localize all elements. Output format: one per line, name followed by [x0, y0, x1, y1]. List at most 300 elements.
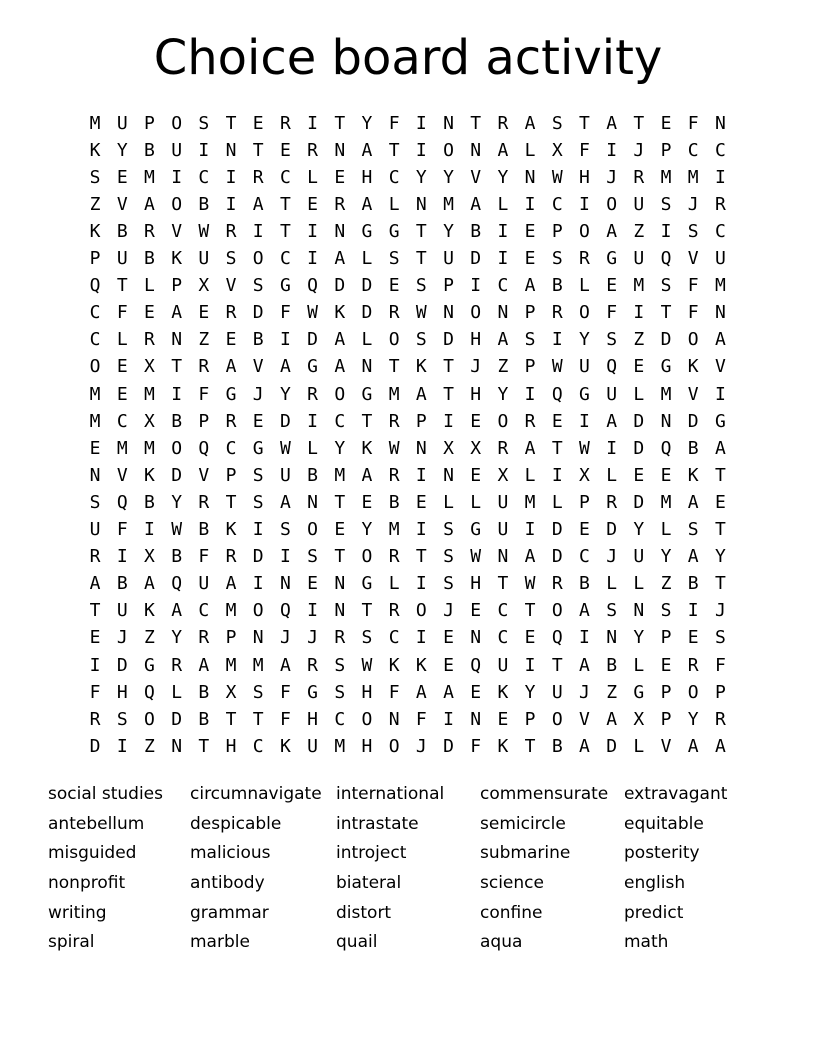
- grid-letter: T: [279, 193, 291, 215]
- grid-letter: L: [497, 193, 509, 215]
- grid-letter: R: [198, 491, 210, 513]
- grid-letter: R: [334, 627, 346, 649]
- grid-letter: E: [579, 519, 590, 541]
- grid-letter: Z: [633, 329, 645, 351]
- grid-letter: G: [470, 519, 482, 541]
- grid-letter: E: [660, 654, 672, 676]
- grid-letter: J: [116, 627, 128, 649]
- grid-letter: P: [225, 464, 237, 486]
- grid-letter: T: [415, 546, 427, 568]
- grid-letter: A: [714, 437, 726, 459]
- grid-letter: M: [144, 166, 155, 188]
- grid-letter: E: [524, 248, 536, 270]
- grid-letter: D: [551, 546, 563, 568]
- grid-letter: I: [497, 221, 509, 243]
- grid-letter: Z: [606, 681, 618, 703]
- grid-letter: R: [714, 708, 726, 730]
- grid-row: [82, 137, 735, 164]
- grid-letter: T: [388, 356, 400, 378]
- grid-letter: E: [144, 302, 155, 324]
- grid-letter: G: [307, 681, 319, 703]
- grid-letter: H: [307, 708, 319, 730]
- grid-letter: Y: [334, 437, 346, 459]
- grid-letter: L: [144, 275, 155, 297]
- word-list-column: [48, 780, 190, 958]
- grid-letter: T: [714, 464, 726, 486]
- grid-letter: B: [144, 248, 155, 270]
- grid-letter: X: [551, 139, 563, 161]
- grid-letter: G: [633, 681, 645, 703]
- grid-letter: K: [497, 681, 509, 703]
- grid-letter: U: [714, 248, 726, 270]
- grid-row: [82, 435, 735, 462]
- grid-letter: K: [89, 139, 101, 161]
- grid-letter: E: [307, 573, 319, 595]
- grid-letter: R: [171, 654, 183, 676]
- grid-letter: E: [714, 491, 726, 513]
- grid-letter: C: [579, 546, 590, 568]
- grid-letter: A: [714, 735, 726, 757]
- grid-letter: N: [714, 112, 726, 134]
- grid-letter: T: [225, 708, 237, 730]
- grid-letter: B: [198, 519, 210, 541]
- grid-letter: I: [524, 193, 536, 215]
- grid-letter: T: [524, 735, 536, 757]
- grid-row: [82, 191, 735, 218]
- word-list-item: science: [480, 872, 544, 893]
- grid-letter: T: [551, 654, 563, 676]
- grid-letter: O: [361, 546, 373, 568]
- grid-letter: P: [198, 410, 210, 432]
- grid-letter: M: [660, 166, 672, 188]
- grid-letter: X: [144, 356, 155, 378]
- grid-letter: P: [524, 708, 536, 730]
- grid-letter: T: [252, 708, 264, 730]
- grid-letter: I: [660, 221, 672, 243]
- word-list-item: intrastate: [336, 813, 419, 834]
- grid-letter: S: [279, 519, 291, 541]
- grid-letter: T: [225, 112, 237, 134]
- grid-letter: I: [579, 410, 590, 432]
- grid-letter: I: [307, 112, 319, 134]
- grid-letter: U: [307, 735, 319, 757]
- grid-letter: A: [171, 302, 183, 324]
- grid-letter: E: [361, 491, 373, 513]
- grid-letter: E: [470, 600, 482, 622]
- grid-letter: F: [279, 302, 291, 324]
- grid-letter: T: [524, 600, 536, 622]
- grid-letter: T: [443, 383, 454, 405]
- grid-letter: W: [388, 437, 400, 459]
- grid-letter: Y: [714, 546, 726, 568]
- grid-letter: M: [388, 519, 400, 541]
- grid-letter: M: [714, 275, 726, 297]
- grid-letter: L: [606, 464, 618, 486]
- grid-letter: W: [307, 302, 319, 324]
- grid-letter: M: [252, 654, 264, 676]
- grid-letter: L: [443, 491, 454, 513]
- grid-letter: W: [415, 302, 427, 324]
- grid-letter: A: [524, 275, 536, 297]
- grid-letter: W: [470, 546, 482, 568]
- grid-letter: G: [361, 383, 373, 405]
- grid-letter: I: [279, 329, 291, 351]
- grid-letter: L: [633, 735, 645, 757]
- grid-letter: U: [633, 193, 645, 215]
- grid-letter: D: [252, 546, 264, 568]
- grid-letter: F: [470, 735, 482, 757]
- grid-letter: X: [579, 464, 590, 486]
- grid-letter: S: [198, 112, 210, 134]
- word-list-item: circumnavigate: [190, 783, 322, 804]
- word-list-item: extravagant: [624, 783, 728, 804]
- grid-letter: V: [116, 464, 128, 486]
- grid-letter: M: [633, 275, 645, 297]
- grid-letter: I: [606, 139, 618, 161]
- grid-letter: M: [89, 383, 101, 405]
- grid-letter: T: [497, 573, 509, 595]
- grid-letter: I: [524, 519, 536, 541]
- grid-letter: L: [660, 519, 672, 541]
- grid-letter: I: [144, 519, 155, 541]
- grid-letter: C: [116, 410, 128, 432]
- grid-letter: Q: [470, 654, 482, 676]
- grid-letter: O: [551, 600, 563, 622]
- grid-letter: V: [225, 275, 237, 297]
- grid-letter: B: [198, 708, 210, 730]
- grid-letter: K: [497, 735, 509, 757]
- grid-letter: S: [443, 519, 454, 541]
- grid-letter: A: [415, 383, 427, 405]
- grid-letter: A: [334, 329, 346, 351]
- grid-letter: N: [415, 193, 427, 215]
- grid-letter: S: [388, 248, 400, 270]
- grid-letter: Q: [606, 356, 618, 378]
- grid-letter: F: [687, 275, 699, 297]
- grid-letter: B: [551, 275, 563, 297]
- grid-letter: N: [606, 627, 618, 649]
- grid-letter: C: [714, 139, 726, 161]
- grid-letter: R: [89, 708, 101, 730]
- word-list-item: confine: [480, 902, 543, 923]
- grid-letter: R: [606, 491, 618, 513]
- grid-letter: V: [579, 708, 590, 730]
- grid-letter: J: [307, 627, 319, 649]
- grid-row: [82, 733, 735, 760]
- grid-letter: M: [144, 437, 155, 459]
- grid-letter: R: [225, 546, 237, 568]
- grid-letter: Y: [579, 329, 590, 351]
- grid-letter: G: [252, 437, 264, 459]
- grid-letter: Y: [497, 166, 509, 188]
- grid-letter: E: [524, 221, 536, 243]
- grid-letter: D: [252, 302, 264, 324]
- grid-letter: S: [415, 275, 427, 297]
- grid-letter: J: [687, 193, 699, 215]
- grid-letter: Z: [633, 221, 645, 243]
- grid-letter: B: [171, 410, 183, 432]
- grid-letter: I: [606, 437, 618, 459]
- grid-letter: U: [633, 248, 645, 270]
- grid-letter: B: [116, 221, 128, 243]
- grid-letter: D: [171, 708, 183, 730]
- grid-letter: A: [524, 546, 536, 568]
- grid-letter: Z: [89, 193, 101, 215]
- grid-letter: T: [470, 112, 482, 134]
- grid-letter: U: [497, 519, 509, 541]
- grid-row: [82, 597, 735, 624]
- grid-letter: I: [279, 546, 291, 568]
- grid-letter: E: [606, 275, 618, 297]
- grid-letter: Z: [660, 573, 672, 595]
- grid-letter: M: [443, 193, 454, 215]
- grid-letter: L: [633, 573, 645, 595]
- grid-letter: C: [687, 139, 699, 161]
- grid-letter: M: [89, 410, 101, 432]
- grid-letter: E: [443, 627, 454, 649]
- grid-letter: I: [714, 166, 726, 188]
- grid-letter: E: [307, 193, 319, 215]
- grid-letter: B: [307, 464, 319, 486]
- grid-letter: O: [334, 383, 346, 405]
- grid-letter: C: [279, 248, 291, 270]
- grid-letter: V: [660, 735, 672, 757]
- grid-letter: Y: [361, 112, 373, 134]
- word-list-item: spiral: [48, 932, 95, 953]
- grid-letter: K: [144, 464, 155, 486]
- grid-letter: U: [116, 600, 128, 622]
- grid-letter: I: [579, 627, 590, 649]
- grid-letter: A: [524, 437, 536, 459]
- grid-letter: M: [660, 383, 672, 405]
- grid-letter: M: [388, 383, 400, 405]
- grid-letter: O: [388, 329, 400, 351]
- grid-row: [82, 679, 735, 706]
- grid-letter: N: [443, 464, 454, 486]
- grid-letter: F: [714, 654, 726, 676]
- grid-letter: J: [470, 356, 482, 378]
- grid-letter: N: [443, 112, 454, 134]
- grid-letter: R: [388, 302, 400, 324]
- grid-letter: U: [116, 248, 128, 270]
- grid-letter: T: [714, 573, 726, 595]
- grid-letter: R: [524, 410, 536, 432]
- grid-letter: I: [470, 275, 482, 297]
- grid-letter: S: [687, 221, 699, 243]
- grid-letter: K: [361, 437, 373, 459]
- grid-letter: R: [307, 654, 319, 676]
- grid-letter: K: [334, 302, 346, 324]
- grid-letter: A: [579, 735, 590, 757]
- grid-letter: H: [470, 383, 482, 405]
- grid-letter: F: [198, 546, 210, 568]
- grid-letter: C: [497, 275, 509, 297]
- word-list-item: equitable: [624, 813, 704, 834]
- grid-letter: M: [687, 166, 699, 188]
- grid-letter: R: [334, 193, 346, 215]
- grid-letter: E: [660, 464, 672, 486]
- grid-letter: D: [307, 329, 319, 351]
- grid-letter: I: [551, 329, 563, 351]
- grid-letter: U: [443, 248, 454, 270]
- grid-letter: C: [334, 708, 346, 730]
- grid-letter: T: [171, 356, 183, 378]
- grid-letter: N: [334, 221, 346, 243]
- grid-letter: A: [579, 600, 590, 622]
- grid-letter: T: [279, 221, 291, 243]
- grid-letter: E: [687, 627, 699, 649]
- grid-letter: F: [279, 681, 291, 703]
- grid-letter: A: [252, 193, 264, 215]
- grid-letter: J: [606, 166, 618, 188]
- grid-letter: S: [225, 248, 237, 270]
- grid-letter: Y: [660, 546, 672, 568]
- grid-letter: I: [497, 248, 509, 270]
- grid-letter: N: [524, 166, 536, 188]
- grid-letter: Z: [144, 735, 155, 757]
- grid-letter: C: [225, 437, 237, 459]
- grid-letter: I: [714, 383, 726, 405]
- grid-letter: R: [388, 600, 400, 622]
- grid-letter: H: [361, 735, 373, 757]
- grid-letter: K: [388, 654, 400, 676]
- grid-letter: E: [470, 410, 482, 432]
- grid-letter: Y: [443, 221, 454, 243]
- grid-letter: I: [307, 248, 319, 270]
- grid-letter: I: [307, 600, 319, 622]
- grid-letter: X: [225, 681, 237, 703]
- grid-letter: B: [606, 654, 618, 676]
- grid-letter: F: [579, 139, 590, 161]
- grid-letter: H: [579, 166, 590, 188]
- grid-letter: E: [388, 275, 400, 297]
- word-list: [48, 780, 816, 958]
- grid-letter: H: [361, 681, 373, 703]
- grid-letter: S: [116, 708, 128, 730]
- grid-letter: D: [687, 410, 699, 432]
- word-list-column: [336, 780, 480, 958]
- grid-letter: D: [606, 519, 618, 541]
- grid-letter: A: [606, 112, 618, 134]
- grid-letter: L: [633, 654, 645, 676]
- grid-letter: R: [252, 166, 264, 188]
- word-list-item: english: [624, 872, 686, 893]
- grid-letter: S: [687, 519, 699, 541]
- grid-letter: T: [551, 437, 563, 459]
- grid-letter: A: [225, 573, 237, 595]
- grid-letter: V: [252, 356, 264, 378]
- word-list-item: posterity: [624, 843, 700, 864]
- grid-letter: Y: [687, 708, 699, 730]
- grid-letter: L: [388, 193, 400, 215]
- grid-letter: A: [279, 356, 291, 378]
- grid-letter: O: [470, 302, 482, 324]
- word-list-column: [190, 780, 336, 958]
- word-list-item: quail: [336, 932, 378, 953]
- grid-letter: A: [171, 600, 183, 622]
- grid-letter: Q: [171, 573, 183, 595]
- grid-letter: S: [252, 464, 264, 486]
- grid-letter: U: [497, 491, 509, 513]
- grid-letter: E: [660, 112, 672, 134]
- word-list-item: nonprofit: [48, 872, 126, 893]
- grid-letter: P: [524, 302, 536, 324]
- grid-letter: A: [579, 654, 590, 676]
- grid-letter: Q: [144, 681, 155, 703]
- grid-letter: X: [470, 437, 482, 459]
- grid-letter: O: [388, 735, 400, 757]
- grid-row: [82, 706, 735, 733]
- grid-letter: A: [144, 573, 155, 595]
- grid-letter: L: [307, 437, 319, 459]
- grid-letter: L: [388, 573, 400, 595]
- grid-row: [82, 516, 735, 543]
- grid-row: [82, 353, 735, 380]
- grid-letter: A: [361, 193, 373, 215]
- grid-letter: C: [252, 735, 264, 757]
- grid-letter: I: [171, 166, 183, 188]
- grid-letter: E: [443, 654, 454, 676]
- grid-letter: A: [415, 681, 427, 703]
- grid-letter: A: [443, 681, 454, 703]
- grid-letter: O: [252, 600, 264, 622]
- grid-letter: Q: [307, 275, 319, 297]
- grid-letter: K: [415, 654, 427, 676]
- grid-letter: W: [198, 221, 210, 243]
- grid-letter: O: [415, 600, 427, 622]
- grid-letter: A: [279, 491, 291, 513]
- grid-letter: R: [714, 193, 726, 215]
- grid-letter: L: [116, 329, 128, 351]
- grid-letter: B: [252, 329, 264, 351]
- grid-letter: A: [279, 654, 291, 676]
- grid-letter: M: [225, 600, 237, 622]
- grid-letter: G: [660, 356, 672, 378]
- grid-letter: A: [361, 139, 373, 161]
- grid-letter: Y: [171, 627, 183, 649]
- grid-letter: P: [171, 275, 183, 297]
- grid-letter: C: [388, 627, 400, 649]
- grid-letter: D: [89, 735, 101, 757]
- grid-letter: N: [307, 491, 319, 513]
- grid-letter: G: [279, 275, 291, 297]
- grid-letter: W: [361, 654, 373, 676]
- grid-letter: I: [252, 519, 264, 541]
- grid-letter: R: [144, 221, 155, 243]
- grid-letter: K: [171, 248, 183, 270]
- grid-letter: F: [606, 302, 618, 324]
- grid-letter: W: [279, 437, 291, 459]
- grid-letter: W: [551, 166, 563, 188]
- grid-letter: M: [89, 112, 101, 134]
- grid-letter: T: [415, 221, 427, 243]
- grid-letter: V: [714, 356, 726, 378]
- grid-letter: C: [714, 221, 726, 243]
- grid-letter: G: [388, 221, 400, 243]
- grid-letter: P: [89, 248, 101, 270]
- grid-letter: W: [579, 437, 590, 459]
- grid-letter: J: [279, 627, 291, 649]
- word-list-item: introject: [336, 843, 407, 864]
- grid-letter: S: [307, 546, 319, 568]
- grid-letter: R: [388, 464, 400, 486]
- grid-letter: Q: [116, 491, 128, 513]
- grid-letter: T: [225, 491, 237, 513]
- grid-letter: D: [551, 519, 563, 541]
- grid-letter: T: [334, 546, 346, 568]
- grid-letter: L: [524, 139, 536, 161]
- grid-letter: E: [116, 383, 128, 405]
